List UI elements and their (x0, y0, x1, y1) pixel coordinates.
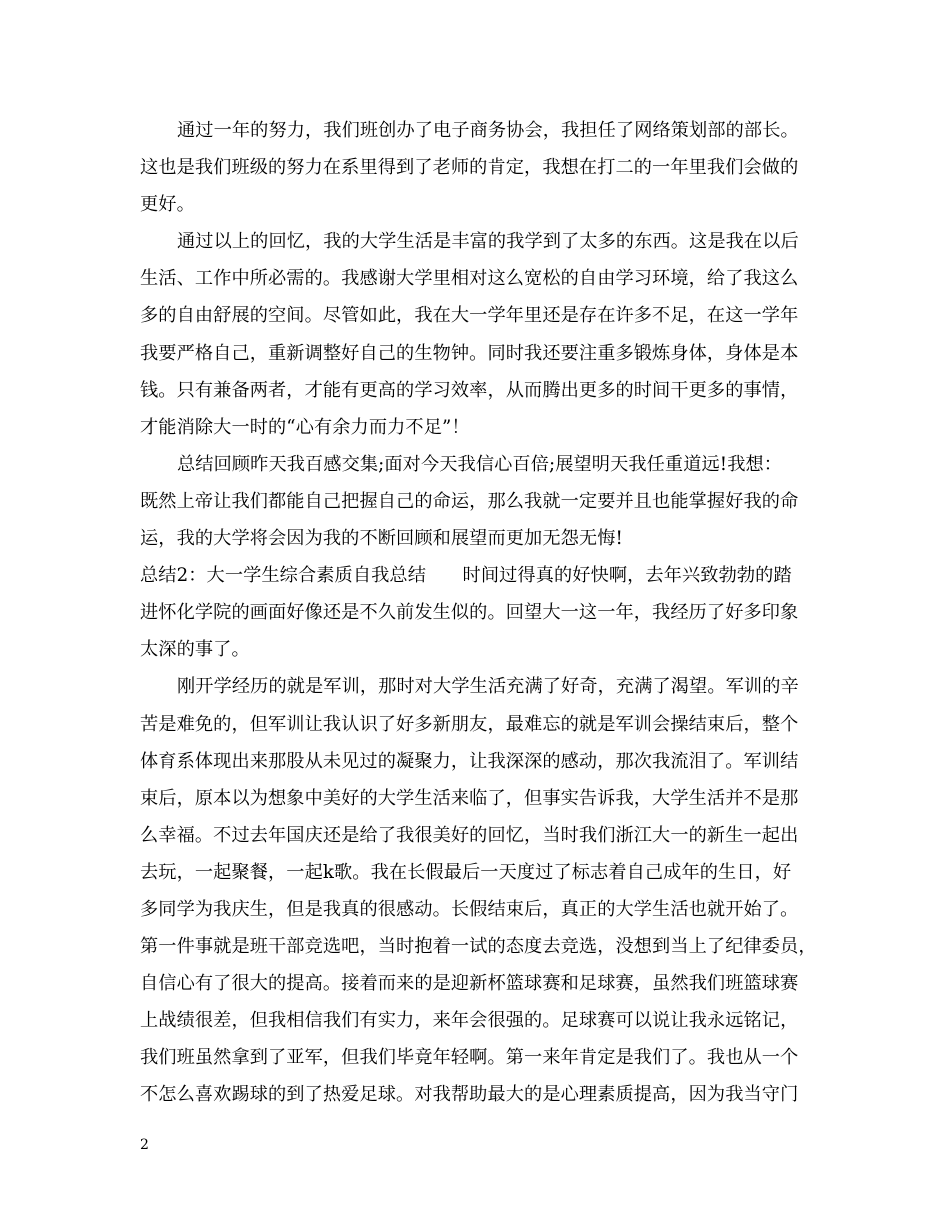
text-line: 生活、工作中所必需的。我感谢大学里相对这么宽松的自由学习环境，给了我这么 (140, 268, 799, 290)
text-line: 总结2：大一学生综合素质自我总结 时间过得真的好快啊，去年兴致勃勃的踏 (140, 565, 792, 587)
text-line: 总结回顾昨天我百感交集;面对今天我信心百倍;展望明天我任重道远!我想： (177, 453, 783, 475)
text-line: 第一件事就是班干部竞选吧，当时抱着一试的态度去竞选，没想到当上了纪律委员， (140, 936, 817, 958)
text-line: 去玩，一起聚餐，一起k歌。我在长假最后一天度过了标志着自己成年的生日，好 (140, 861, 792, 883)
text-line: 苦是难免的，但军训让我认识了好多新朋友，最难忘的就是军训会操结束后，整个 (140, 713, 799, 735)
body-text (140, 112, 820, 1114)
text-line: 多的自由舒展的空间。尽管如此，我在大一学年里还是存在许多不足，在这一学年 (140, 305, 799, 327)
text-line: 我要严格自己，重新调整好自己的生物钟。同时我还要注重多锻炼身体，身体是本 (140, 342, 799, 364)
text-line: 我们班虽然拿到了亚军，但我们毕竟年轻啊。第一来年肯定是我们了。我也从一个 (140, 1047, 799, 1069)
text-line: 通过以上的回忆，我的大学生活是丰富的我学到了太多的东西。这是我在以后 (177, 231, 799, 253)
text-line: 钱。只有兼备两者，才能有更高的学习效率，从而腾出更多的时间干更多的事情， (140, 379, 799, 401)
text-line: 通过一年的努力，我们班创办了电子商务协会，我担任了网络策划部的部长。 (177, 120, 799, 141)
text-line: 不怎么喜欢踢球的到了热爱足球。对我帮助最大的是心理素质提高，因为我当守门 (140, 1084, 799, 1106)
page-number: 2 (140, 1137, 149, 1153)
text-line: 既然上帝让我们都能自己把握自己的命运，那么我就一定要并且也能掌握好我的命 (140, 490, 799, 512)
text-line: 运，我的大学将会因为我的不断回顾和展望而更加无怨无悔! (140, 528, 623, 550)
text-line: 太深的事了。 (140, 639, 250, 661)
text-line: 刚开学经历的就是军训，那时对大学生活充满了好奇，充满了渴望。军训的辛 (177, 676, 799, 698)
text-line: 更好。 (140, 194, 195, 216)
text-line: 么幸福。不过去年国庆还是给了我很美好的回忆，当时我们浙江大一的新生一起出 (140, 824, 799, 846)
text-line: 多同学为我庆生，但是我真的很感动。长假结束后，真正的大学生活也就开始了。 (140, 898, 799, 920)
text-line: 上战绩很差，但我相信我们有实力，来年会很强的。足球赛可以说让我永远铭记， (140, 1010, 799, 1032)
text-line: 体育系体现出来那股从未见过的凝聚力，让我深深的感动，那次我流泪了。军训结 (140, 750, 799, 772)
text-line: 自信心有了很大的提高。接着而来的是迎新杯篮球赛和足球赛，虽然我们班篮球赛 (140, 973, 799, 995)
text-line: 进怀化学院的画面好像还是不久前发生似的。回望大一这一年，我经历了好多印象 (140, 602, 799, 624)
text-line: 这也是我们班级的努力在系里得到了老师的肯定，我想在打二的一年里我们会做的 (140, 157, 799, 179)
text-line: 才能消除大一时的“心有余力而力不足”！ (140, 416, 470, 438)
text-line: 束后，原本以为想象中美好的大学生活来临了，但事实告诉我，大学生活并不是那 (140, 787, 799, 809)
